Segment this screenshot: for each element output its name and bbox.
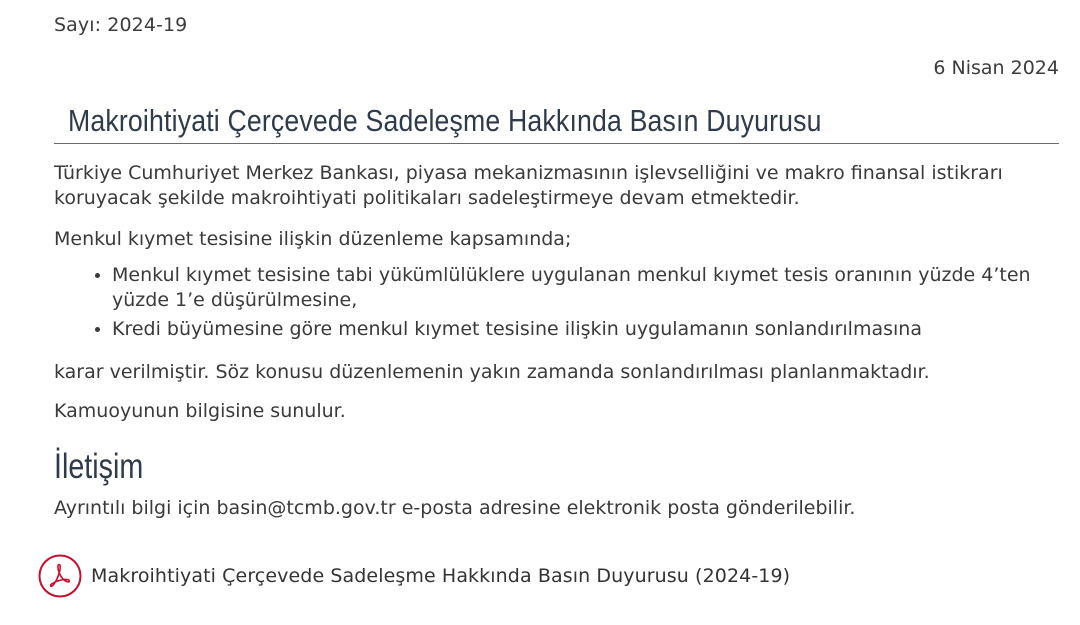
page-title: Makroihtiyati Çerçevede Sadeleşme Hakkında Basın Duyurusu xyxy=(68,103,822,138)
contact-heading: İletişim xyxy=(54,447,144,486)
intro-paragraph: Türkiye Cumhuriyet Merkez Bankası, piyasa mekanizmasının işlevselliğini ve makro finansal istikrarı koruyacak şekilde makroihtiyati politikaları sadeleştirmeye devam etmektedir. xyxy=(54,162,1003,209)
decision-list xyxy=(54,263,1059,342)
tesis-lead-paragraph: Menkul kıymet tesisine ilişkin düzenleme kapsamında; xyxy=(54,228,572,250)
pdf-link-label: Makroihtiyati Çerçevede Sadeleşme Hakkında Basın Duyurusu (2024-19) xyxy=(91,565,791,587)
closing-paragraph: Kamuoyunun bilgisine sunulur. xyxy=(54,400,346,422)
title-block xyxy=(54,103,1059,144)
contact-text: Ayrıntılı bilgi için basin@tcmb.gov.tr e-posta adresine elektronik posta gönderilebilir. xyxy=(54,497,856,519)
document-date: 6 Nisan 2024 xyxy=(933,57,1059,79)
announcement-body xyxy=(54,161,1059,438)
pdf-download-link[interactable] xyxy=(38,554,790,598)
list-item: • Menkul kıymet tesisine tabi yükümlülüklere uygulanan menkul kıymet tesis oranının yüzde 4’ten yüzde 1’e düşürülmesine, xyxy=(112,263,1059,313)
document-number: Sayı: 2024-19 xyxy=(54,14,188,36)
list-item: • Kredi büyümesine göre menkul kıymet tesisine ilişkin uygulamanın sonlandırılmasına xyxy=(112,317,1059,342)
decision-paragraph: karar verilmiştir. Söz konusu düzenlemenin yakın zamanda sonlandırılması planlanmaktadır. xyxy=(54,361,930,383)
pdf-icon xyxy=(38,554,82,598)
